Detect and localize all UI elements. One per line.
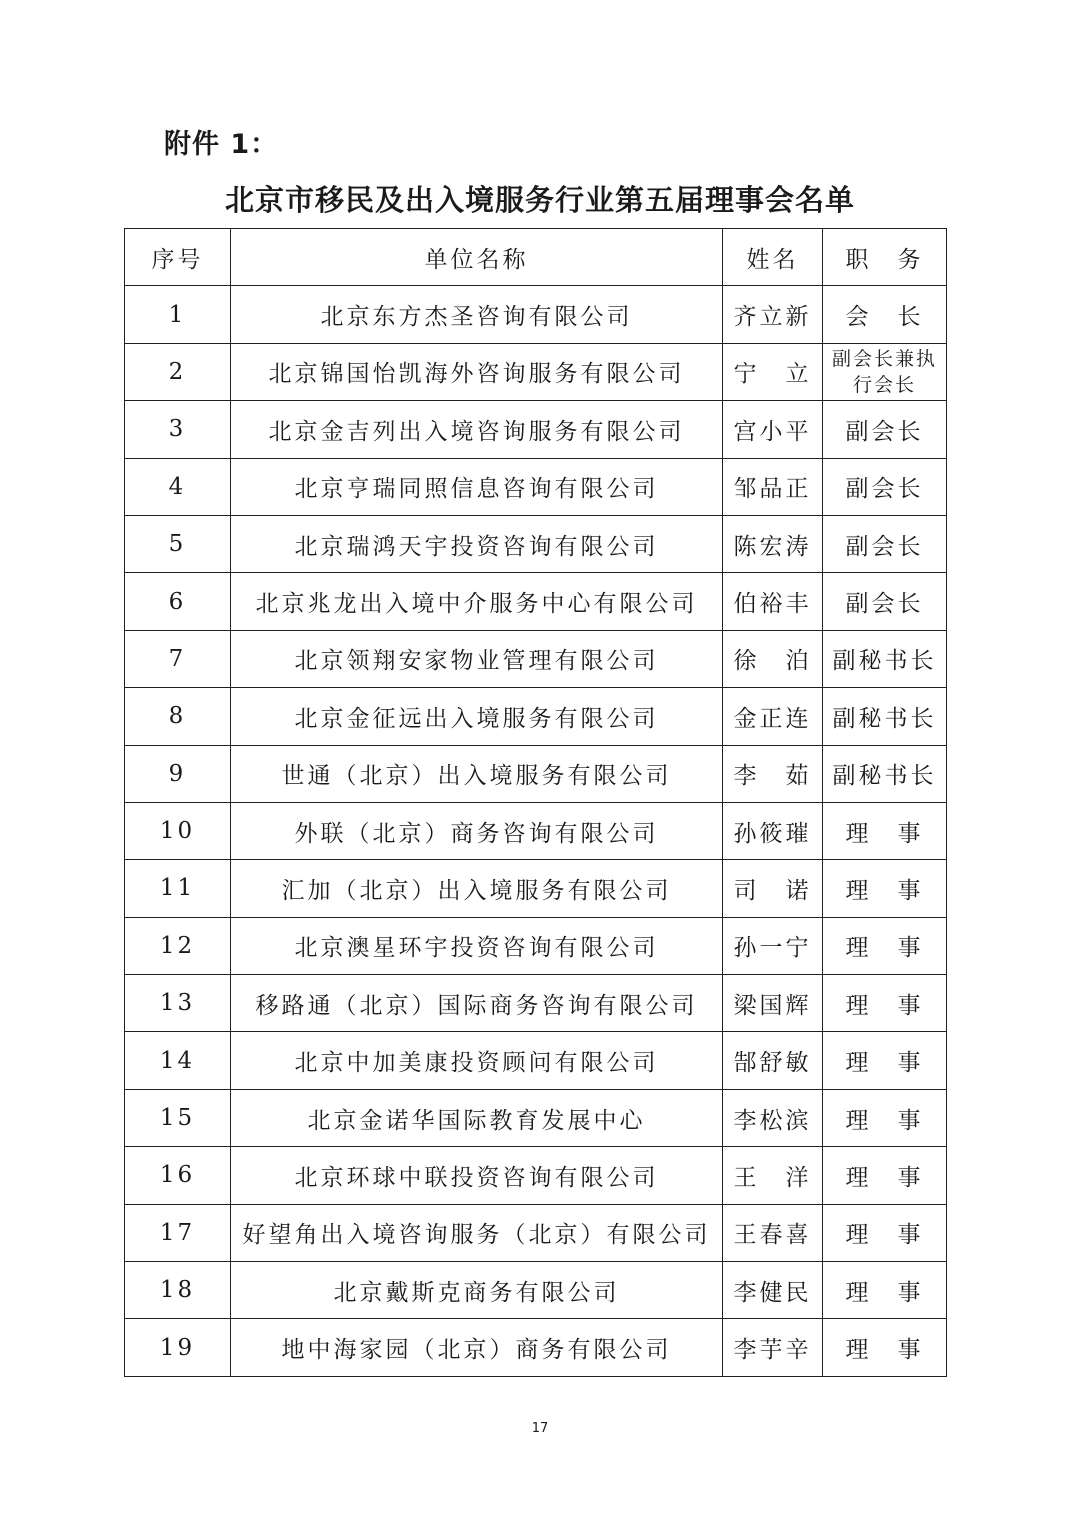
position-cell: 理 事 xyxy=(823,917,947,974)
row-number-cell: 2 xyxy=(125,343,231,400)
row-number-cell: 3 xyxy=(125,401,231,458)
position-cell: 理 事 xyxy=(823,1147,947,1204)
row-number-cell: 13 xyxy=(125,975,231,1032)
table-row xyxy=(125,1204,947,1261)
table-body xyxy=(125,286,947,1376)
row-number-cell: 7 xyxy=(125,630,231,687)
organization-cell: 汇加（北京）出入境服务有限公司 xyxy=(231,860,723,917)
row-number-cell: 19 xyxy=(125,1319,231,1376)
row-number-cell: 6 xyxy=(125,573,231,630)
header-position: 职 务 xyxy=(823,229,947,286)
attachment-label: 附件 1： xyxy=(164,129,279,160)
position-cell: 副秘书长 xyxy=(823,630,947,687)
row-number-cell: 4 xyxy=(125,458,231,515)
member-name-cell: 金正连 xyxy=(723,688,823,745)
table-row xyxy=(125,458,947,515)
row-number-cell: 15 xyxy=(125,1089,231,1146)
organization-cell: 北京金诺华国际教育发展中心 xyxy=(231,1089,723,1146)
row-number-cell: 11 xyxy=(125,860,231,917)
table-row xyxy=(125,343,947,400)
member-name-cell: 李松滨 xyxy=(723,1089,823,1146)
organization-cell: 北京东方杰圣咨询有限公司 xyxy=(231,286,723,343)
table-header-row xyxy=(125,229,947,286)
member-name-cell: 孙一宁 xyxy=(723,917,823,974)
member-name-cell: 齐立新 xyxy=(723,286,823,343)
table-row xyxy=(125,1262,947,1319)
organization-cell: 移路通（北京）国际商务咨询有限公司 xyxy=(231,975,723,1032)
member-name-cell: 郜舒敏 xyxy=(723,1032,823,1089)
organization-cell: 北京环球中联投资咨询有限公司 xyxy=(231,1147,723,1204)
member-name-cell: 陈宏涛 xyxy=(723,515,823,572)
table-row xyxy=(125,286,947,343)
header-organization: 单位名称 xyxy=(231,229,723,286)
organization-cell: 地中海家园（北京）商务有限公司 xyxy=(231,1319,723,1376)
document-title: 北京市移民及出入境服务行业第五届理事会名单 xyxy=(224,183,855,217)
organization-cell: 世通（北京）出入境服务有限公司 xyxy=(231,745,723,802)
council-member-table xyxy=(124,228,947,1377)
member-name-cell: 宫小平 xyxy=(723,401,823,458)
position-cell: 副秘书长 xyxy=(823,688,947,745)
member-name-cell: 徐 泊 xyxy=(723,630,823,687)
position-cell: 副会长 xyxy=(823,573,947,630)
position-cell: 理 事 xyxy=(823,802,947,859)
row-number-cell: 9 xyxy=(125,745,231,802)
table-row xyxy=(125,688,947,745)
position-cell: 理 事 xyxy=(823,860,947,917)
organization-cell: 北京金征远出入境服务有限公司 xyxy=(231,688,723,745)
position-cell: 会 长 xyxy=(823,286,947,343)
row-number-cell: 16 xyxy=(125,1147,231,1204)
row-number-cell: 18 xyxy=(125,1262,231,1319)
member-name-cell: 王 洋 xyxy=(723,1147,823,1204)
table-row xyxy=(125,917,947,974)
organization-cell: 北京瑞鸿天宇投资咨询有限公司 xyxy=(231,515,723,572)
row-number-cell: 1 xyxy=(125,286,231,343)
member-name-cell: 梁国辉 xyxy=(723,975,823,1032)
member-name-cell: 伯裕丰 xyxy=(723,573,823,630)
organization-cell: 北京金吉列出入境咨询服务有限公司 xyxy=(231,401,723,458)
member-name-cell: 孙筱璀 xyxy=(723,802,823,859)
member-name-cell: 邹品正 xyxy=(723,458,823,515)
position-cell: 理 事 xyxy=(823,1204,947,1261)
organization-cell: 好望角出入境咨询服务（北京）有限公司 xyxy=(231,1204,723,1261)
member-name-cell: 李 茹 xyxy=(723,745,823,802)
table-row xyxy=(125,630,947,687)
table-row xyxy=(125,860,947,917)
member-name-cell: 宁 立 xyxy=(723,343,823,400)
organization-cell: 北京亨瑞同照信息咨询有限公司 xyxy=(231,458,723,515)
row-number-cell: 5 xyxy=(125,515,231,572)
position-cell: 理 事 xyxy=(823,1319,947,1376)
header-name: 姓名 xyxy=(723,229,823,286)
member-name-cell: 李芋辛 xyxy=(723,1319,823,1376)
page-number: 17 xyxy=(531,1421,549,1436)
position-cell: 副会长 xyxy=(823,401,947,458)
row-number-cell: 12 xyxy=(125,917,231,974)
table-row xyxy=(125,515,947,572)
organization-cell: 北京锦国怡凯海外咨询服务有限公司 xyxy=(231,343,723,400)
position-cell: 副会长兼执行会长 xyxy=(823,343,947,400)
position-cell: 理 事 xyxy=(823,1262,947,1319)
row-number-cell: 14 xyxy=(125,1032,231,1089)
row-number-cell: 8 xyxy=(125,688,231,745)
organization-cell: 北京戴斯克商务有限公司 xyxy=(231,1262,723,1319)
member-name-cell: 司 诺 xyxy=(723,860,823,917)
position-cell: 副会长 xyxy=(823,515,947,572)
position-cell: 理 事 xyxy=(823,1089,947,1146)
table-row xyxy=(125,745,947,802)
member-name-cell: 王春喜 xyxy=(723,1204,823,1261)
member-name-cell: 李健民 xyxy=(723,1262,823,1319)
header-number: 序号 xyxy=(125,229,231,286)
table-row xyxy=(125,1147,947,1204)
table-row xyxy=(125,802,947,859)
table-row xyxy=(125,975,947,1032)
table-row xyxy=(125,401,947,458)
position-cell: 理 事 xyxy=(823,1032,947,1089)
position-cell: 理 事 xyxy=(823,975,947,1032)
organization-cell: 北京领翔安家物业管理有限公司 xyxy=(231,630,723,687)
row-number-cell: 17 xyxy=(125,1204,231,1261)
table-row xyxy=(125,573,947,630)
table-row xyxy=(125,1319,947,1376)
organization-cell: 外联（北京）商务咨询有限公司 xyxy=(231,802,723,859)
organization-cell: 北京中加美康投资顾问有限公司 xyxy=(231,1032,723,1089)
organization-cell: 北京兆龙出入境中介服务中心有限公司 xyxy=(231,573,723,630)
organization-cell: 北京澳星环宇投资咨询有限公司 xyxy=(231,917,723,974)
table-row xyxy=(125,1032,947,1089)
table-row xyxy=(125,1089,947,1146)
row-number-cell: 10 xyxy=(125,802,231,859)
position-cell: 副秘书长 xyxy=(823,745,947,802)
position-cell: 副会长 xyxy=(823,458,947,515)
